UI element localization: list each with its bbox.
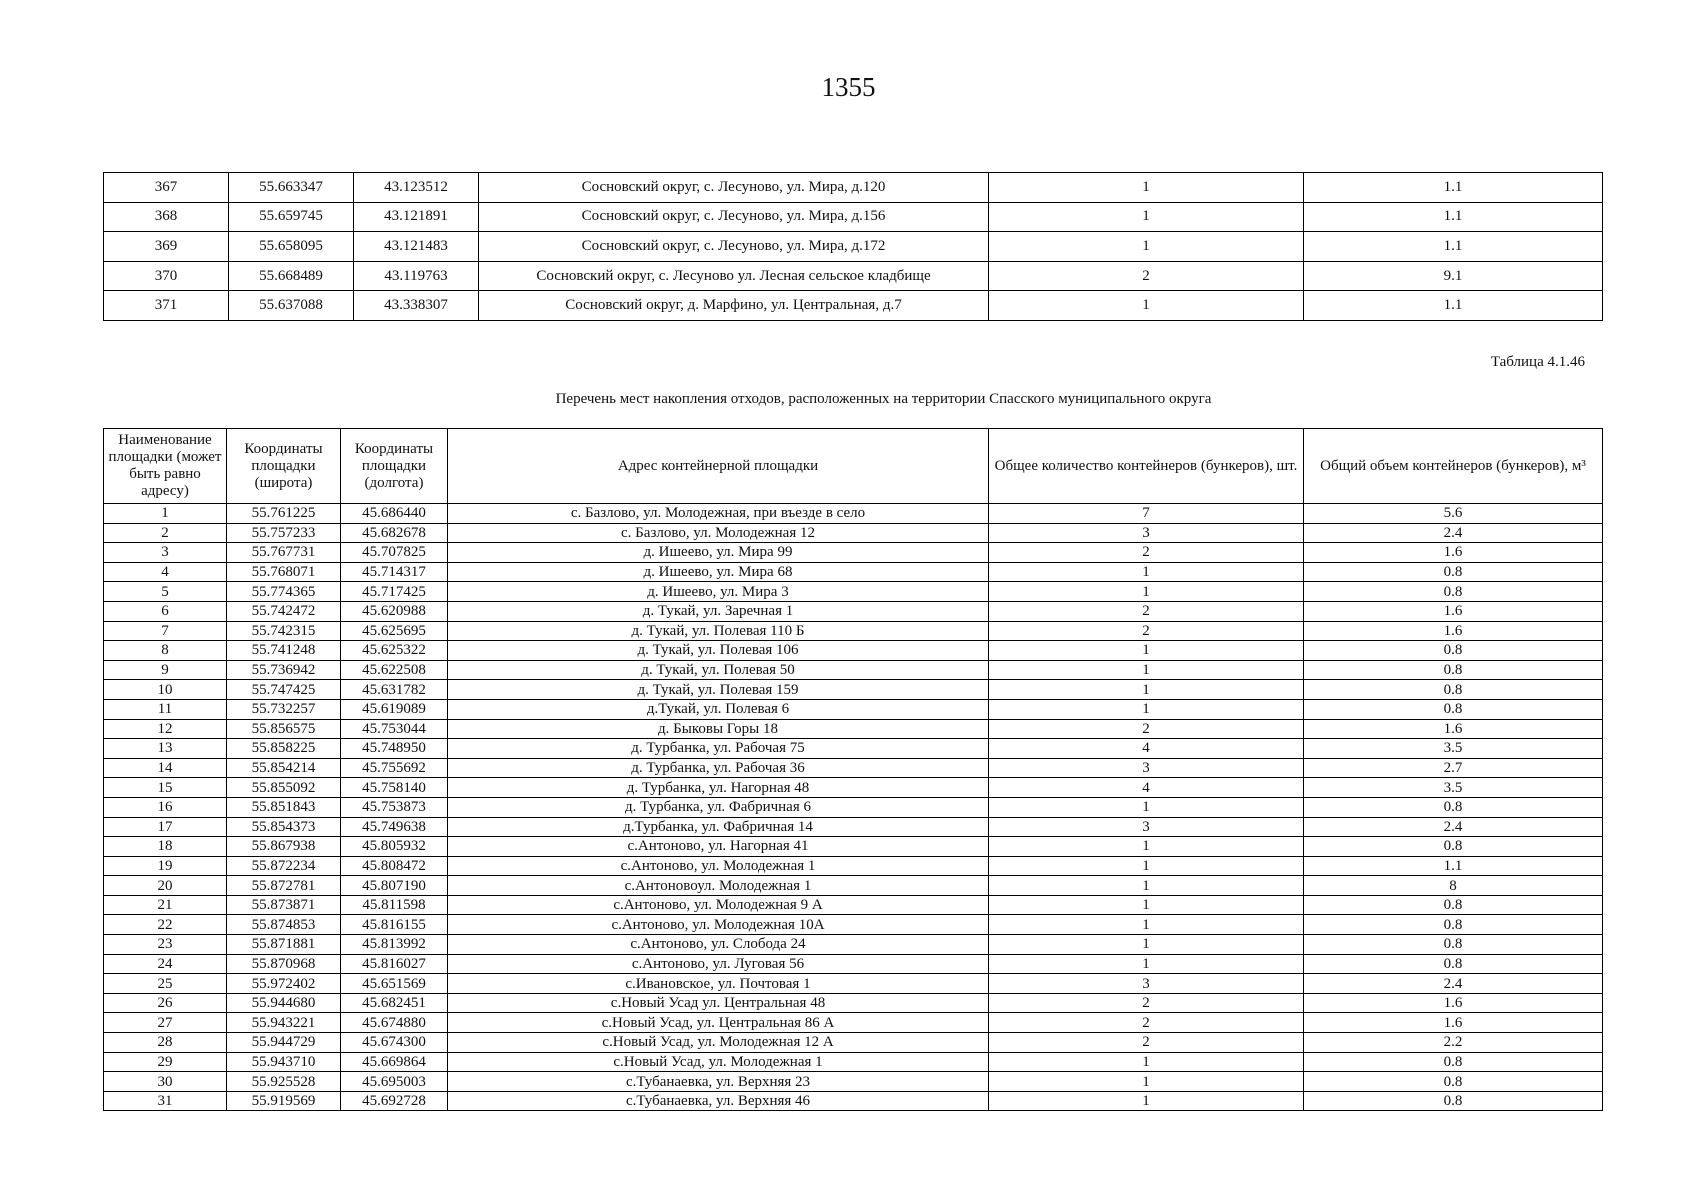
- cell-latitude: 55.854373: [227, 817, 341, 837]
- cell-longitude: 45.808472: [341, 856, 448, 876]
- cell-address: д. Тукай, ул. Полевая 159: [448, 680, 989, 700]
- cell-latitude: 55.668489: [229, 261, 354, 291]
- cell-address: Сосновский округ, с. Лесуново, ул. Мира, д.156: [479, 202, 989, 232]
- cell-volume: 0.8: [1304, 562, 1603, 582]
- header-container-volume: Общий объем контейнеров (бункеров), м³: [1304, 429, 1603, 504]
- cell-longitude: 45.682451: [341, 993, 448, 1013]
- cell-number: 368: [104, 202, 229, 232]
- cell-latitude: 55.925528: [227, 1072, 341, 1092]
- cell-number: 10: [104, 680, 227, 700]
- cell-address: с.Новый Усад, ул. Центральная 86 А: [448, 1013, 989, 1033]
- cell-latitude: 55.871881: [227, 935, 341, 955]
- cell-latitude: 55.757233: [227, 523, 341, 543]
- cell-volume: 3.5: [1304, 778, 1603, 798]
- cell-count: 7: [989, 504, 1304, 524]
- cell-number: 9: [104, 660, 227, 680]
- cell-latitude: 55.659745: [229, 202, 354, 232]
- cell-longitude: 45.807190: [341, 876, 448, 896]
- cell-volume: 1.6: [1304, 719, 1603, 739]
- cell-volume: 1.6: [1304, 1013, 1603, 1033]
- table-row: [104, 1052, 1603, 1072]
- cell-latitude: 55.747425: [227, 680, 341, 700]
- cell-volume: 8: [1304, 876, 1603, 896]
- table-row: [104, 1033, 1603, 1053]
- cell-count: 1: [989, 173, 1304, 203]
- cell-number: 4: [104, 562, 227, 582]
- cell-number: 31: [104, 1091, 227, 1111]
- table-row: [104, 523, 1603, 543]
- cell-number: 14: [104, 758, 227, 778]
- cell-number: 30: [104, 1072, 227, 1092]
- cell-latitude: 55.972402: [227, 974, 341, 994]
- cell-count: 4: [989, 739, 1304, 759]
- cell-count: 2: [989, 621, 1304, 641]
- cell-count: 1: [989, 202, 1304, 232]
- table-row: [104, 719, 1603, 739]
- cell-count: 1: [989, 954, 1304, 974]
- cell-longitude: 45.816155: [341, 915, 448, 935]
- cell-number: 367: [104, 173, 229, 203]
- table-row: [104, 601, 1603, 621]
- cell-volume: 0.8: [1304, 1091, 1603, 1111]
- cell-volume: 0.8: [1304, 582, 1603, 602]
- cell-volume: 1.1: [1304, 173, 1603, 203]
- cell-number: 29: [104, 1052, 227, 1072]
- cell-latitude: 55.767731: [227, 543, 341, 563]
- cell-volume: 0.8: [1304, 1072, 1603, 1092]
- cell-longitude: 45.622508: [341, 660, 448, 680]
- cell-volume: 1.1: [1304, 232, 1603, 262]
- cell-count: 1: [989, 1052, 1304, 1072]
- cell-count: 2: [989, 261, 1304, 291]
- cell-address: Сосновский округ, д. Марфино, ул. Центральная, д.7: [479, 291, 989, 321]
- table-row: [104, 562, 1603, 582]
- cell-address: Сосновский округ, с. Лесуново, ул. Мира, д.120: [479, 173, 989, 203]
- cell-address: д. Турбанка, ул. Рабочая 36: [448, 758, 989, 778]
- cell-address: с.Антоново, ул. Нагорная 41: [448, 837, 989, 857]
- cell-volume: 1.1: [1304, 856, 1603, 876]
- cell-longitude: 43.119763: [354, 261, 479, 291]
- cell-volume: 2.4: [1304, 817, 1603, 837]
- cell-count: 3: [989, 523, 1304, 543]
- header-longitude: Координаты площадки (долгота): [341, 429, 448, 504]
- cell-latitude: 55.774365: [227, 582, 341, 602]
- cell-address: д. Тукай, ул. Полевая 110 Б: [448, 621, 989, 641]
- table-row: [104, 641, 1603, 661]
- cell-volume: 2.4: [1304, 523, 1603, 543]
- cell-address: д. Тукай, ул. Заречная 1: [448, 601, 989, 621]
- continued-table: [103, 172, 1603, 321]
- table-row: [104, 660, 1603, 680]
- table-row: [104, 291, 1603, 321]
- table-row: [104, 1072, 1603, 1092]
- cell-number: 18: [104, 837, 227, 857]
- cell-longitude: 45.682678: [341, 523, 448, 543]
- cell-count: 1: [989, 582, 1304, 602]
- cell-number: 22: [104, 915, 227, 935]
- cell-count: 2: [989, 543, 1304, 563]
- cell-number: 27: [104, 1013, 227, 1033]
- cell-longitude: 45.805932: [341, 837, 448, 857]
- cell-volume: 0.8: [1304, 680, 1603, 700]
- cell-longitude: 43.338307: [354, 291, 479, 321]
- cell-address: с.Антоново, ул. Молодежная 9 А: [448, 895, 989, 915]
- cell-address: д. Турбанка, ул. Рабочая 75: [448, 739, 989, 759]
- cell-latitude: 55.944729: [227, 1033, 341, 1053]
- cell-latitude: 55.742315: [227, 621, 341, 641]
- cell-address: с.Новый Усад ул. Центральная 48: [448, 993, 989, 1013]
- cell-volume: 0.8: [1304, 915, 1603, 935]
- cell-count: 3: [989, 974, 1304, 994]
- table-row: [104, 699, 1603, 719]
- cell-latitude: 55.732257: [227, 699, 341, 719]
- table-row: [104, 680, 1603, 700]
- cell-count: 3: [989, 758, 1304, 778]
- cell-latitude: 55.658095: [229, 232, 354, 262]
- cell-count: 2: [989, 1013, 1304, 1033]
- cell-longitude: 45.625695: [341, 621, 448, 641]
- cell-longitude: 45.692728: [341, 1091, 448, 1111]
- cell-address: с. Базлово, ул. Молодежная 12: [448, 523, 989, 543]
- cell-count: 1: [989, 232, 1304, 262]
- cell-longitude: 45.707825: [341, 543, 448, 563]
- cell-number: 13: [104, 739, 227, 759]
- cell-latitude: 55.872234: [227, 856, 341, 876]
- cell-number: 370: [104, 261, 229, 291]
- cell-latitude: 55.663347: [229, 173, 354, 203]
- cell-longitude: 45.717425: [341, 582, 448, 602]
- cell-volume: 2.7: [1304, 758, 1603, 778]
- header-container-count: Общее количество контейнеров (бункеров), шт.: [989, 429, 1304, 504]
- cell-latitude: 55.874853: [227, 915, 341, 935]
- waste-sites-table: [103, 428, 1603, 1111]
- cell-longitude: 45.674880: [341, 1013, 448, 1033]
- cell-longitude: 45.748950: [341, 739, 448, 759]
- cell-longitude: 45.811598: [341, 895, 448, 915]
- cell-longitude: 45.686440: [341, 504, 448, 524]
- cell-count: 2: [989, 993, 1304, 1013]
- cell-address: д. Ишеево, ул. Мира 3: [448, 582, 989, 602]
- table-row: [104, 915, 1603, 935]
- header-latitude: Координаты площадки (широта): [227, 429, 341, 504]
- cell-address: д.Турбанка, ул. Фабричная 14: [448, 817, 989, 837]
- table-row: [104, 543, 1603, 563]
- cell-address: с.Тубанаевка, ул. Верхняя 46: [448, 1091, 989, 1111]
- table-row: [104, 1091, 1603, 1111]
- cell-address: д. Ишеево, ул. Мира 99: [448, 543, 989, 563]
- cell-latitude: 55.637088: [229, 291, 354, 321]
- cell-address: д. Тукай, ул. Полевая 50: [448, 660, 989, 680]
- cell-latitude: 55.872781: [227, 876, 341, 896]
- cell-address: д. Турбанка, ул. Фабричная 6: [448, 797, 989, 817]
- cell-volume: 0.8: [1304, 660, 1603, 680]
- cell-number: 16: [104, 797, 227, 817]
- cell-number: 6: [104, 601, 227, 621]
- cell-address: с.Тубанаевка, ул. Верхняя 23: [448, 1072, 989, 1092]
- cell-number: 15: [104, 778, 227, 798]
- cell-volume: 9.1: [1304, 261, 1603, 291]
- cell-count: 1: [989, 797, 1304, 817]
- cell-number: 8: [104, 641, 227, 661]
- table-row: [104, 621, 1603, 641]
- cell-volume: 0.8: [1304, 797, 1603, 817]
- cell-address: с.Новый Усад, ул. Молодежная 1: [448, 1052, 989, 1072]
- cell-volume: 1.1: [1304, 202, 1603, 232]
- cell-latitude: 55.741248: [227, 641, 341, 661]
- cell-longitude: 45.669864: [341, 1052, 448, 1072]
- cell-longitude: 45.695003: [341, 1072, 448, 1092]
- cell-number: 371: [104, 291, 229, 321]
- cell-count: 2: [989, 1033, 1304, 1053]
- table-row: [104, 797, 1603, 817]
- cell-volume: 0.8: [1304, 1052, 1603, 1072]
- cell-count: 1: [989, 291, 1304, 321]
- cell-count: 3: [989, 817, 1304, 837]
- cell-latitude: 55.854214: [227, 758, 341, 778]
- cell-latitude: 55.873871: [227, 895, 341, 915]
- cell-count: 1: [989, 876, 1304, 896]
- cell-number: 11: [104, 699, 227, 719]
- cell-address: с.Антоново, ул. Луговая 56: [448, 954, 989, 974]
- header-site-name: Наименование площадки (может быть равно адресу): [104, 429, 227, 504]
- cell-address: с.Антоново, ул. Молодежная 10А: [448, 915, 989, 935]
- cell-latitude: 55.851843: [227, 797, 341, 817]
- cell-longitude: 45.753044: [341, 719, 448, 739]
- cell-volume: 0.8: [1304, 699, 1603, 719]
- cell-count: 1: [989, 660, 1304, 680]
- cell-latitude: 55.944680: [227, 993, 341, 1013]
- cell-latitude: 55.761225: [227, 504, 341, 524]
- cell-number: 19: [104, 856, 227, 876]
- cell-longitude: 45.631782: [341, 680, 448, 700]
- cell-number: 23: [104, 935, 227, 955]
- cell-count: 1: [989, 1072, 1304, 1092]
- table-row: [104, 778, 1603, 798]
- table-row: [104, 232, 1603, 262]
- table-caption: Таблица 4.1.46: [1490, 354, 1585, 370]
- cell-volume: 3.5: [1304, 739, 1603, 759]
- table-row: [104, 837, 1603, 857]
- table-row: [104, 876, 1603, 896]
- cell-volume: 1.6: [1304, 543, 1603, 563]
- cell-number: 21: [104, 895, 227, 915]
- cell-longitude: 45.816027: [341, 954, 448, 974]
- table-header-row: [104, 429, 1603, 504]
- cell-longitude: 45.674300: [341, 1033, 448, 1053]
- table-row: [104, 1013, 1603, 1033]
- cell-latitude: 55.919569: [227, 1091, 341, 1111]
- cell-volume: 0.8: [1304, 954, 1603, 974]
- cell-longitude: 43.121483: [354, 232, 479, 262]
- cell-latitude: 55.856575: [227, 719, 341, 739]
- cell-number: 26: [104, 993, 227, 1013]
- cell-longitude: 45.749638: [341, 817, 448, 837]
- cell-longitude: 45.714317: [341, 562, 448, 582]
- cell-address: д.Тукай, ул. Полевая 6: [448, 699, 989, 719]
- cell-volume: 0.8: [1304, 837, 1603, 857]
- cell-volume: 5.6: [1304, 504, 1603, 524]
- cell-address: Сосновский округ, с. Лесуново, ул. Мира, д.172: [479, 232, 989, 262]
- cell-count: 1: [989, 915, 1304, 935]
- cell-volume: 2.2: [1304, 1033, 1603, 1053]
- table-row: [104, 582, 1603, 602]
- cell-latitude: 55.943221: [227, 1013, 341, 1033]
- cell-address: д. Быковы Горы 18: [448, 719, 989, 739]
- table-row: [104, 856, 1603, 876]
- cell-longitude: 45.755692: [341, 758, 448, 778]
- cell-count: 1: [989, 641, 1304, 661]
- cell-address: с.Ивановское, ул. Почтовая 1: [448, 974, 989, 994]
- cell-volume: 0.8: [1304, 935, 1603, 955]
- cell-address: с. Базлово, ул. Молодежная, при въезде в село: [448, 504, 989, 524]
- cell-number: 369: [104, 232, 229, 262]
- cell-address: Сосновский округ, с. Лесуново ул. Лесная сельское кладбище: [479, 261, 989, 291]
- cell-count: 2: [989, 601, 1304, 621]
- cell-count: 1: [989, 562, 1304, 582]
- cell-longitude: 45.625322: [341, 641, 448, 661]
- cell-longitude: 45.651569: [341, 974, 448, 994]
- cell-address: с.Антоново, ул. Слобода 24: [448, 935, 989, 955]
- cell-volume: 1.1: [1304, 291, 1603, 321]
- cell-number: 17: [104, 817, 227, 837]
- table-row: [104, 817, 1603, 837]
- table-title: Перечень мест накопления отходов, расположенных на территории Спасского муниципального округа: [555, 391, 1212, 407]
- cell-longitude: 45.758140: [341, 778, 448, 798]
- cell-number: 12: [104, 719, 227, 739]
- cell-number: 24: [104, 954, 227, 974]
- cell-number: 2: [104, 523, 227, 543]
- cell-longitude: 45.813992: [341, 935, 448, 955]
- table-row: [104, 993, 1603, 1013]
- page-number: 1355: [821, 72, 876, 102]
- table-row: [104, 173, 1603, 203]
- cell-count: 1: [989, 856, 1304, 876]
- cell-latitude: 55.870968: [227, 954, 341, 974]
- cell-address: д. Тукай, ул. Полевая 106: [448, 641, 989, 661]
- cell-number: 20: [104, 876, 227, 896]
- cell-longitude: 45.753873: [341, 797, 448, 817]
- cell-number: 25: [104, 974, 227, 994]
- cell-number: 7: [104, 621, 227, 641]
- table-row: [104, 202, 1603, 232]
- cell-count: 1: [989, 699, 1304, 719]
- cell-volume: 2.4: [1304, 974, 1603, 994]
- cell-volume: 1.6: [1304, 621, 1603, 641]
- cell-address: с.Антоново, ул. Молодежная 1: [448, 856, 989, 876]
- cell-count: 1: [989, 680, 1304, 700]
- cell-count: 1: [989, 895, 1304, 915]
- table-row: [104, 739, 1603, 759]
- cell-longitude: 43.123512: [354, 173, 479, 203]
- table-row: [104, 261, 1603, 291]
- cell-address: д. Турбанка, ул. Нагорная 48: [448, 778, 989, 798]
- cell-address: с.Новый Усад, ул. Молодежная 12 А: [448, 1033, 989, 1053]
- cell-number: 3: [104, 543, 227, 563]
- cell-longitude: 45.620988: [341, 601, 448, 621]
- cell-longitude: 43.121891: [354, 202, 479, 232]
- cell-volume: 0.8: [1304, 641, 1603, 661]
- cell-latitude: 55.855092: [227, 778, 341, 798]
- table-row: [104, 758, 1603, 778]
- cell-count: 1: [989, 837, 1304, 857]
- cell-count: 1: [989, 1091, 1304, 1111]
- cell-latitude: 55.736942: [227, 660, 341, 680]
- table-row: [104, 895, 1603, 915]
- cell-count: 2: [989, 719, 1304, 739]
- cell-number: 1: [104, 504, 227, 524]
- header-address: Адрес контейнерной площадки: [448, 429, 989, 504]
- cell-latitude: 55.768071: [227, 562, 341, 582]
- cell-latitude: 55.858225: [227, 739, 341, 759]
- table-row: [104, 954, 1603, 974]
- cell-count: 1: [989, 935, 1304, 955]
- cell-latitude: 55.943710: [227, 1052, 341, 1072]
- cell-latitude: 55.867938: [227, 837, 341, 857]
- cell-volume: 0.8: [1304, 895, 1603, 915]
- cell-number: 28: [104, 1033, 227, 1053]
- cell-address: д. Ишеево, ул. Мира 68: [448, 562, 989, 582]
- cell-address: с.Антоновоул. Молодежная 1: [448, 876, 989, 896]
- cell-longitude: 45.619089: [341, 699, 448, 719]
- cell-number: 5: [104, 582, 227, 602]
- table-row: [104, 935, 1603, 955]
- table-row: [104, 974, 1603, 994]
- cell-latitude: 55.742472: [227, 601, 341, 621]
- cell-volume: 1.6: [1304, 601, 1603, 621]
- table-row: [104, 504, 1603, 524]
- cell-count: 4: [989, 778, 1304, 798]
- cell-volume: 1.6: [1304, 993, 1603, 1013]
